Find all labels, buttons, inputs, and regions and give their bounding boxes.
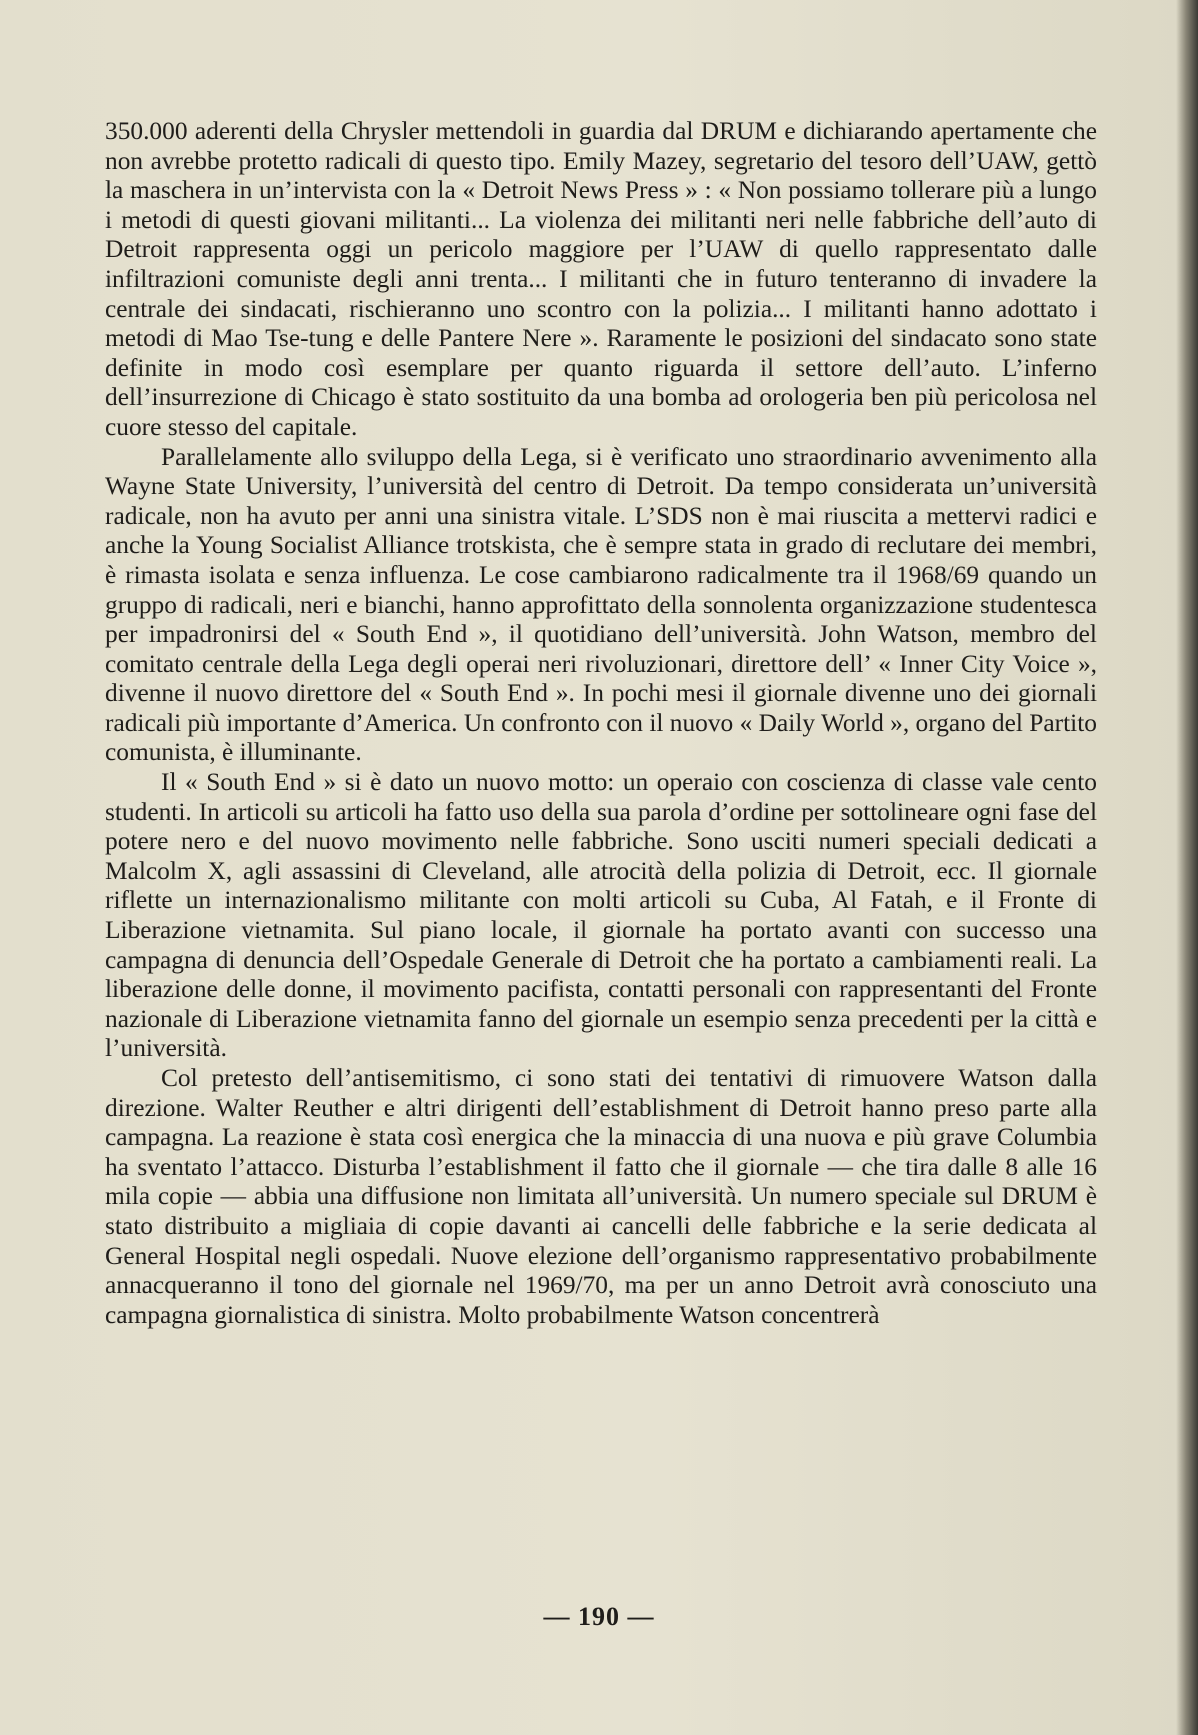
paragraph-1: 350.000 aderenti della Chrysler mettendoli in guardia dal DRUM e dichiarando apertamente che non avrebbe protetto radicali di questo tipo. Emily Mazey, segretario del tesoro dell’UAW, gettò la maschera in un’intervista con la « Detroit News Press » : « Non possiamo tollerare più a lungo i metodi di questi giovani militanti... La violenza dei militanti neri nelle fabbriche dell’auto di Detroit rappresenta oggi un pericolo maggiore per l’UAW di quello rappresentato dalle infiltrazioni comuniste degli anni trenta... I militanti che in futuro tenteranno di invadere la centrale dei sindacati, rischieranno uno scontro con la polizia... I militanti hanno adottato i metodi di Mao Tse-tung e delle Pantere Nere ». Raramente le posizioni del sindacato sono state definite in modo così esemplare per quanto riguarda il settore dell’auto. L’inferno dell’insurrezione di Chicago è stato sostituito da una bomba ad orologeria ben più pericolosa nel cuore stesso del capitale.	[105, 117, 1097, 441]
paragraph-3: Il « South End » si è dato un nuovo motto: un operaio con coscienza di classe vale cento studenti. In articoli su articoli ha fatto uso della sua parola d’ordine per sottolineare ogni fase del potere nero e del nuovo movimento nelle fabbriche. Sono usciti numeri speciali dedicati a Malcolm X, agli assassini di Cleveland, alle atrocità della polizia di Detroit, ecc. Il giornale riflette un internazionalismo militante con molti articoli su Cuba, Al Fatah, e il Fronte di Liberazione vietnamita. Sul piano locale, il giornale ha portato avanti con successo una campagna di denuncia dell’Ospedale Generale di Detroit che ha portato a cambiamenti reali. La liberazione delle donne, il movimento pacifista, contatti personali con rappresentanti del Fronte nazionale di Liberazione vietnamita fanno del giornale un esempio senza precedenti per la città e l’università.	[105, 768, 1097, 1063]
paragraph-2: Parallelamente allo sviluppo della Lega, si è verificato uno straordinario avvenimento alla Wayne State University, l’università del centro di Detroit. Da tempo considerata un’università radicale, non ha avuto per anni una sinistra vitale. L’SDS non è mai riuscita a mettervi radici e anche la Young Socialist Alliance trotskista, che è sempre stata in grado di reclutare dei membri, è rimasta isolata e senza influenza. Le cose cambiarono radicalmente tra il 1968/69 quando un gruppo di radicali, neri e bianchi, hanno approfittato della sonnolenta organizzazione studentesca per impadronirsi del « South End », il quotidiano dell’università. John Watson, membro del comitato centrale della Lega degli operai neri rivoluzionari, direttore dell’ « Inner City Voice », divenne il nuovo direttore del « South End ». In pochi mesi il giornale divenne uno dei giornali radicali più importante d’America. Un confronto con il nuovo « Daily World », organo del Partito comunista, è illuminante.	[105, 442, 1097, 767]
page-number: — 190 —	[543, 1602, 655, 1631]
body-text	[105, 117, 1097, 1330]
paragraph-4: Col pretesto dell’antisemitismo, ci sono stati dei tentativi di rimuovere Watson dalla direzione. Walter Reuther e altri dirigenti dell’establishment di Detroit hanno preso parte alla campagna. La reazione è stata così energica che la minaccia di una nuova e più grave Columbia ha sventato l’attacco. Disturba l’establishment il fatto che il giornale — che tira dalle 8 alle 16 mila copie — abbia una diffusione non limitata all’università. Un numero speciale sul DRUM è stato distribuito a migliaia di copie davanti ai cancelli delle fabbriche e la serie dedicata al General Hospital negli ospedali. Nuove elezione dell’organismo rappresentativo probabilmente annacqueranno il tono del giornale nel 1969/70, ma per un anno Detroit avrà conosciuto una campagna giornalistica di sinistra. Molto probabilmente Watson concentrerà	[105, 1064, 1097, 1329]
page-binding-shadow	[1176, 0, 1198, 1735]
